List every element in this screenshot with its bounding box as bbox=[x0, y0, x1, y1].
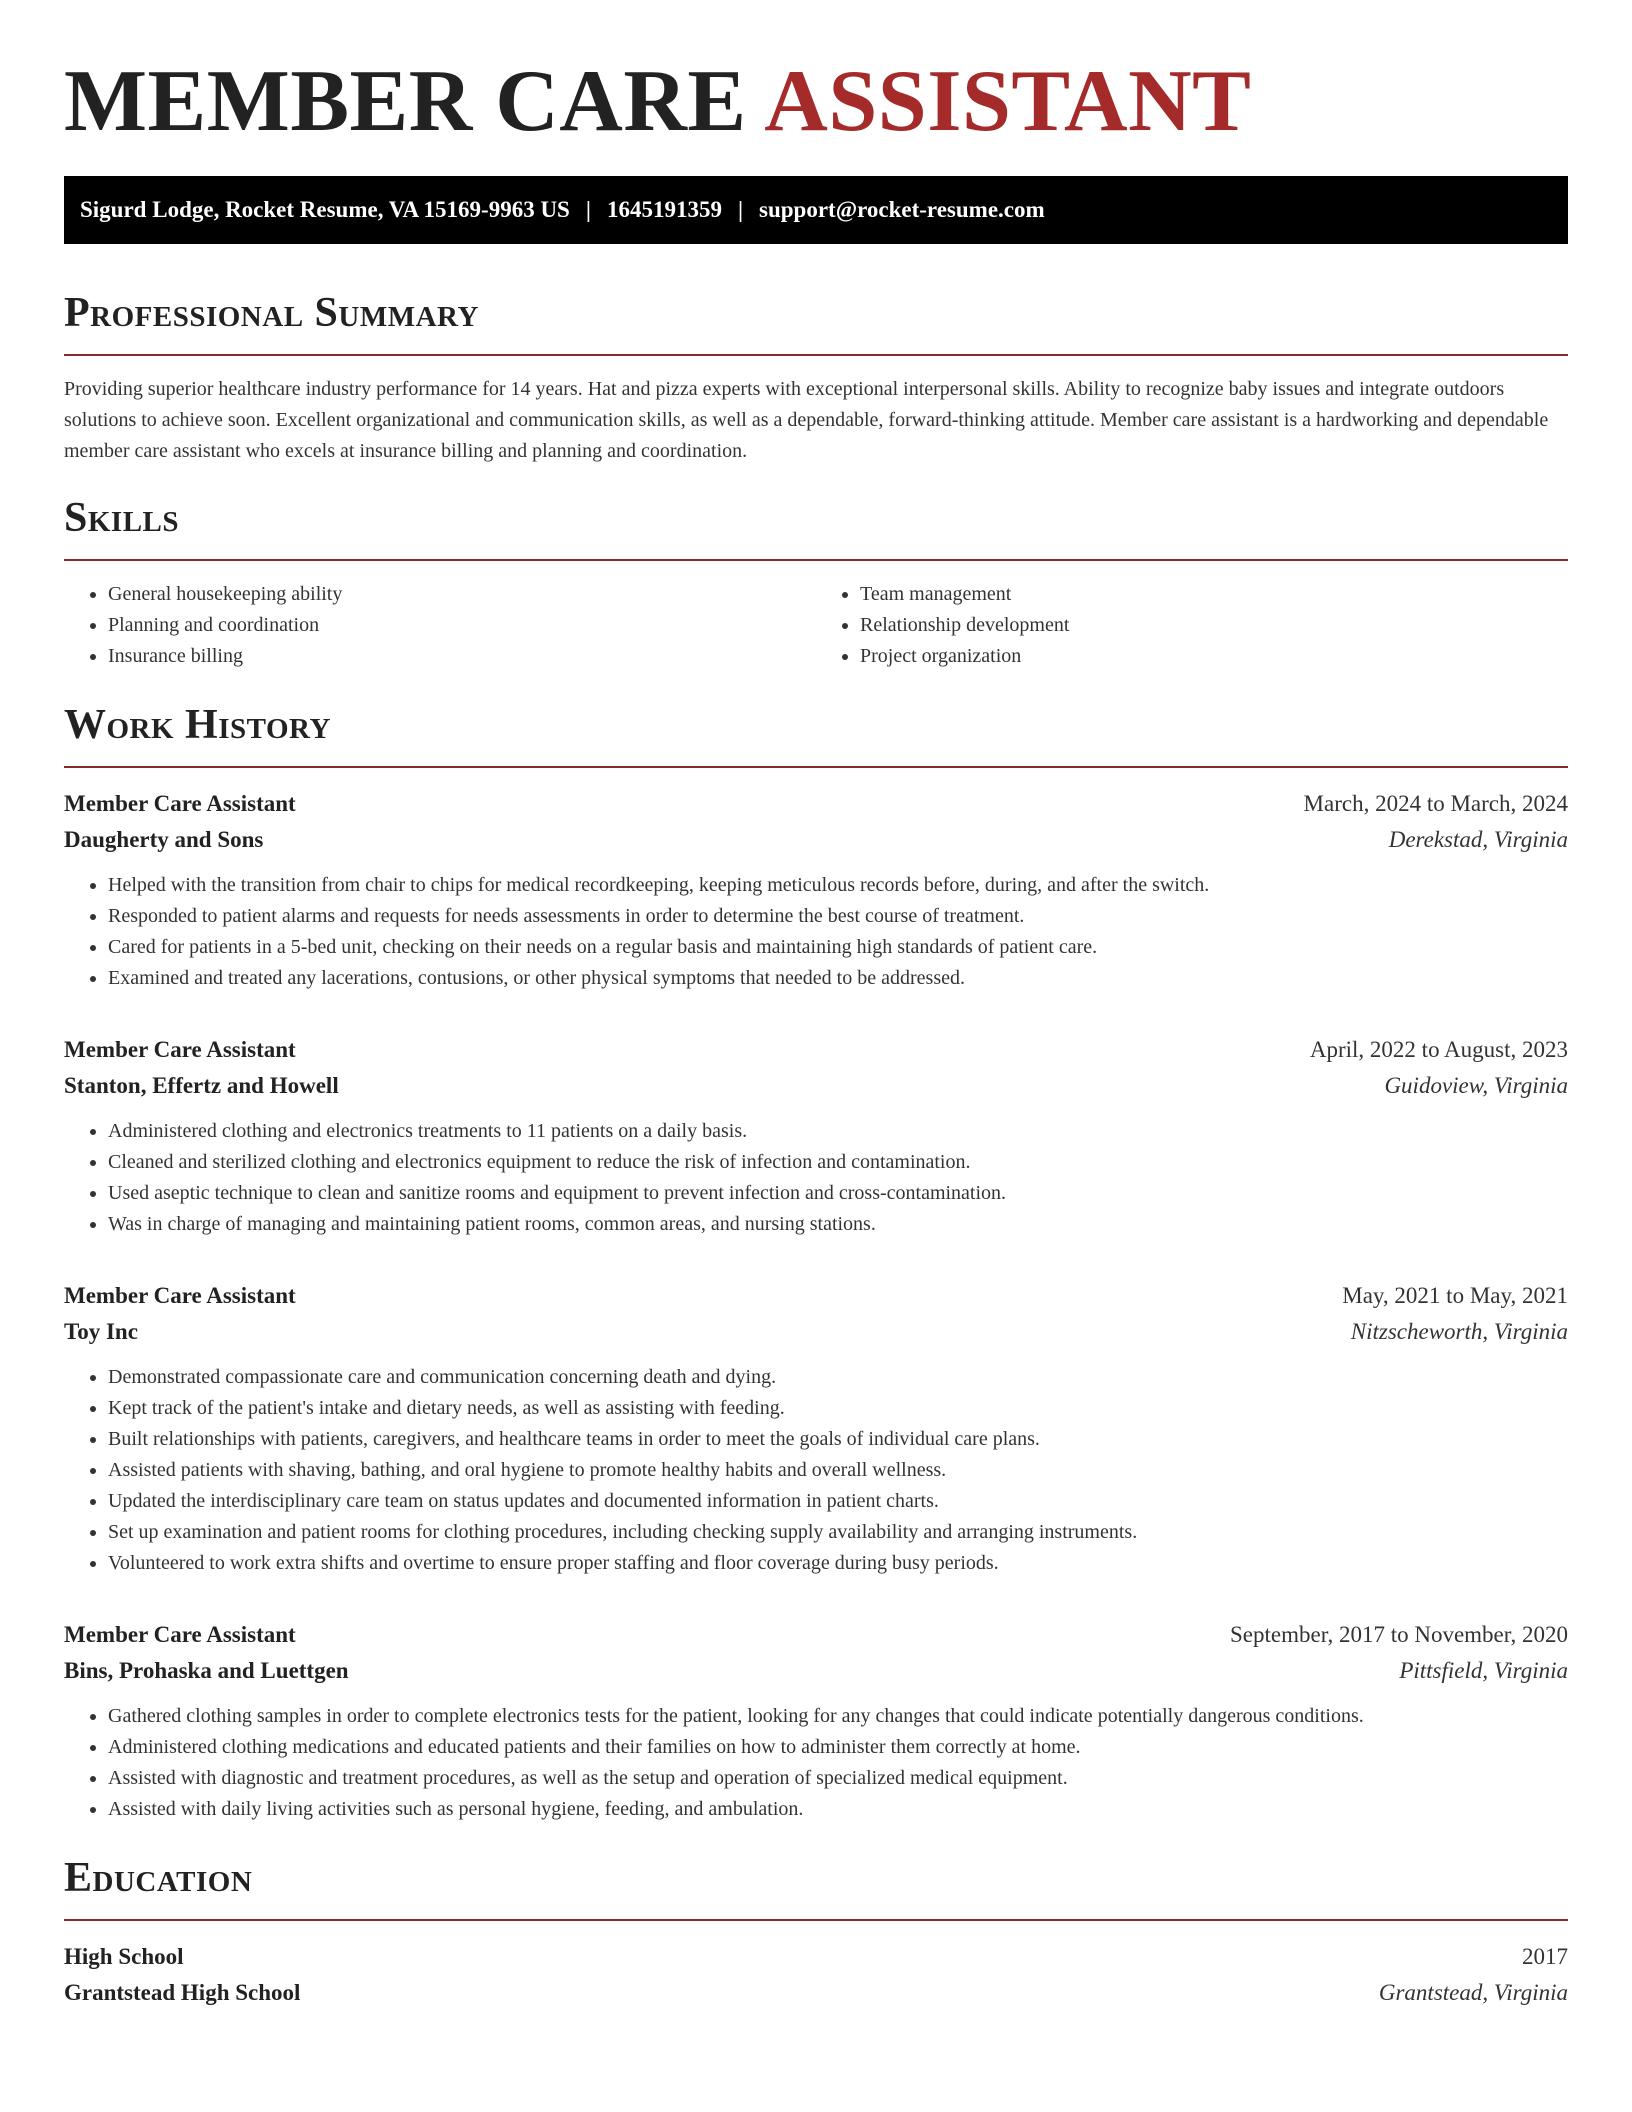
contact-separator: | bbox=[737, 197, 744, 222]
skill-item: • Project organization bbox=[860, 641, 1568, 672]
section-divider bbox=[64, 559, 1568, 561]
job-bullet: • Kept track of the patient's intake and dietary needs, as well as assisting with feeding. bbox=[108, 1393, 1568, 1424]
job-entry bbox=[64, 1278, 1568, 1579]
job-bullet: • Set up examination and patient rooms for clothing procedures, including checking supply availability and arranging instruments. bbox=[108, 1517, 1568, 1548]
title-main: MEMBER CARE bbox=[64, 53, 747, 150]
education-year: 2017 bbox=[1522, 1944, 1568, 1969]
summary-heading: Professional Summary bbox=[64, 290, 479, 336]
job-title: Member Care Assistant bbox=[64, 1622, 296, 1647]
job-location: Derekstad, Virginia bbox=[1388, 827, 1568, 852]
job-company: Bins, Prohaska and Luettgen bbox=[64, 1658, 349, 1683]
skills-column-right bbox=[816, 579, 1568, 672]
education-heading: Education bbox=[64, 1855, 253, 1901]
job-bullet: • Updated the interdisciplinary care team on status updates and documented information in patient charts. bbox=[108, 1486, 1568, 1517]
job-header bbox=[64, 1278, 1568, 1314]
summary-section bbox=[64, 288, 1568, 467]
job-title: Member Care Assistant bbox=[64, 1283, 296, 1308]
job-location: Guidoview, Virginia bbox=[1384, 1073, 1568, 1098]
contact-bar bbox=[64, 176, 1568, 244]
job-bullet: • Demonstrated compassionate care and communication concerning death and dying. bbox=[108, 1362, 1568, 1393]
education-school: Grantstead High School bbox=[64, 1980, 301, 2005]
job-bullet: • Cleaned and sterilized clothing and electronics equipment to reduce the risk of infection and contamination. bbox=[108, 1147, 1568, 1178]
work-history-section bbox=[64, 700, 1568, 1825]
education-entry bbox=[64, 1939, 1568, 2011]
job-bullets bbox=[64, 1362, 1568, 1579]
job-location: Nitzscheworth, Virginia bbox=[1350, 1319, 1568, 1344]
job-bullets bbox=[64, 870, 1568, 994]
skills-list bbox=[64, 579, 1568, 672]
job-bullet: • Gathered clothing samples in order to complete electronics tests for the patient, looking for any changes that could indicate potentially dangerous conditions. bbox=[108, 1701, 1568, 1732]
job-entry bbox=[64, 1617, 1568, 1825]
job-bullet: • Used aseptic technique to clean and sanitize rooms and equipment to prevent infection and cross-contamination. bbox=[108, 1178, 1568, 1209]
job-company: Toy Inc bbox=[64, 1319, 138, 1344]
education-degree: High School bbox=[64, 1944, 184, 1969]
job-bullet: • Assisted patients with shaving, bathing, and oral hygiene to promote healthy habits and overall wellness. bbox=[108, 1455, 1568, 1486]
job-header bbox=[64, 786, 1568, 822]
job-bullet: • Assisted with diagnostic and treatment procedures, as well as the setup and operation of specialized medical equipment. bbox=[108, 1763, 1568, 1794]
job-bullet: • Administered clothing and electronics treatments to 11 patients on a daily basis. bbox=[108, 1116, 1568, 1147]
education-subheader bbox=[64, 1975, 1568, 2011]
job-title: Member Care Assistant bbox=[64, 791, 296, 816]
summary-text: Providing superior healthcare industry performance for 14 years. Hat and pizza experts with exceptional interpersonal skills. Ability to recognize baby issues and integrate outdoors solutions to achieve soon. Excellent organizational and communication skills, as well as a dependable, forward-thinking attitude. Member care assistant is a hardworking and dependable member care assistant who excels at insurance billing and planning and coordination. bbox=[64, 378, 1549, 462]
skills-section bbox=[64, 493, 1568, 672]
contact-address: Sigurd Lodge, Rocket Resume, VA 15169-9963 US bbox=[80, 197, 570, 222]
job-bullet: • Administered clothing medications and educated patients and their families on how to administer them correctly at home. bbox=[108, 1732, 1568, 1763]
job-bullet: • Was in charge of managing and maintaining patient rooms, common areas, and nursing stations. bbox=[108, 1209, 1568, 1240]
contact-separator: | bbox=[585, 197, 591, 222]
work-history-heading: Work History bbox=[64, 702, 331, 748]
skills-heading: Skills bbox=[64, 495, 180, 541]
job-dates: March, 2024 to March, 2024 bbox=[1303, 791, 1568, 816]
skill-item: • General housekeeping ability bbox=[108, 579, 816, 610]
job-location: Pittsfield, Virginia bbox=[1399, 1658, 1568, 1683]
job-dates: May, 2021 to May, 2021 bbox=[1342, 1283, 1568, 1308]
education-header bbox=[64, 1939, 1568, 1975]
job-bullet: • Examined and treated any lacerations, contusions, or other physical symptoms that needed to be addressed. bbox=[108, 963, 1568, 994]
job-header bbox=[64, 1617, 1568, 1653]
education-section bbox=[64, 1853, 1568, 2011]
education-location: Grantstead, Virginia bbox=[1378, 1980, 1568, 2005]
job-bullets bbox=[64, 1116, 1568, 1240]
job-dates: April, 2022 to August, 2023 bbox=[1309, 1037, 1568, 1062]
job-company: Daugherty and Sons bbox=[64, 827, 264, 852]
job-header bbox=[64, 1032, 1568, 1068]
job-bullet: • Built relationships with patients, caregivers, and healthcare teams in order to meet the goals of individual care plans. bbox=[108, 1424, 1568, 1455]
contact-phone[interactable]: 1645191359 bbox=[606, 197, 722, 222]
job-subheader bbox=[64, 1314, 1568, 1350]
skills-column-left bbox=[64, 579, 816, 672]
job-entry bbox=[64, 1032, 1568, 1240]
title-accent: ASSISTANT bbox=[764, 53, 1252, 150]
job-bullet: • Cared for patients in a 5-bed unit, checking on their needs on a regular basis and maintaining high standards of patient care. bbox=[108, 932, 1568, 963]
skill-item: • Relationship development bbox=[860, 610, 1568, 641]
job-bullet: • Assisted with daily living activities such as personal hygiene, feeding, and ambulation. bbox=[108, 1794, 1568, 1825]
skill-item: • Insurance billing bbox=[108, 641, 816, 672]
section-divider bbox=[64, 766, 1568, 768]
job-bullets bbox=[64, 1701, 1568, 1825]
job-subheader bbox=[64, 1068, 1568, 1104]
skill-item: • Team management bbox=[860, 579, 1568, 610]
job-bullet: • Responded to patient alarms and requests for needs assessments in order to determine the best course of treatment. bbox=[108, 901, 1568, 932]
job-subheader bbox=[64, 1653, 1568, 1689]
job-entry bbox=[64, 786, 1568, 994]
job-dates: September, 2017 to November, 2020 bbox=[1230, 1622, 1568, 1647]
skill-item: • Planning and coordination bbox=[108, 610, 816, 641]
page-title bbox=[64, 0, 1568, 176]
job-company: Stanton, Effertz and Howell bbox=[64, 1073, 339, 1098]
job-title: Member Care Assistant bbox=[64, 1037, 296, 1062]
job-bullet: • Volunteered to work extra shifts and overtime to ensure proper staffing and floor coverage during busy periods. bbox=[108, 1548, 1568, 1579]
job-bullet: • Helped with the transition from chair to chips for medical recordkeeping, keeping meticulous records before, during, and after the switch. bbox=[108, 870, 1568, 901]
contact-email[interactable]: support@rocket-resume.com bbox=[759, 197, 1045, 222]
section-divider bbox=[64, 354, 1568, 356]
section-divider bbox=[64, 1919, 1568, 1921]
job-subheader bbox=[64, 822, 1568, 858]
